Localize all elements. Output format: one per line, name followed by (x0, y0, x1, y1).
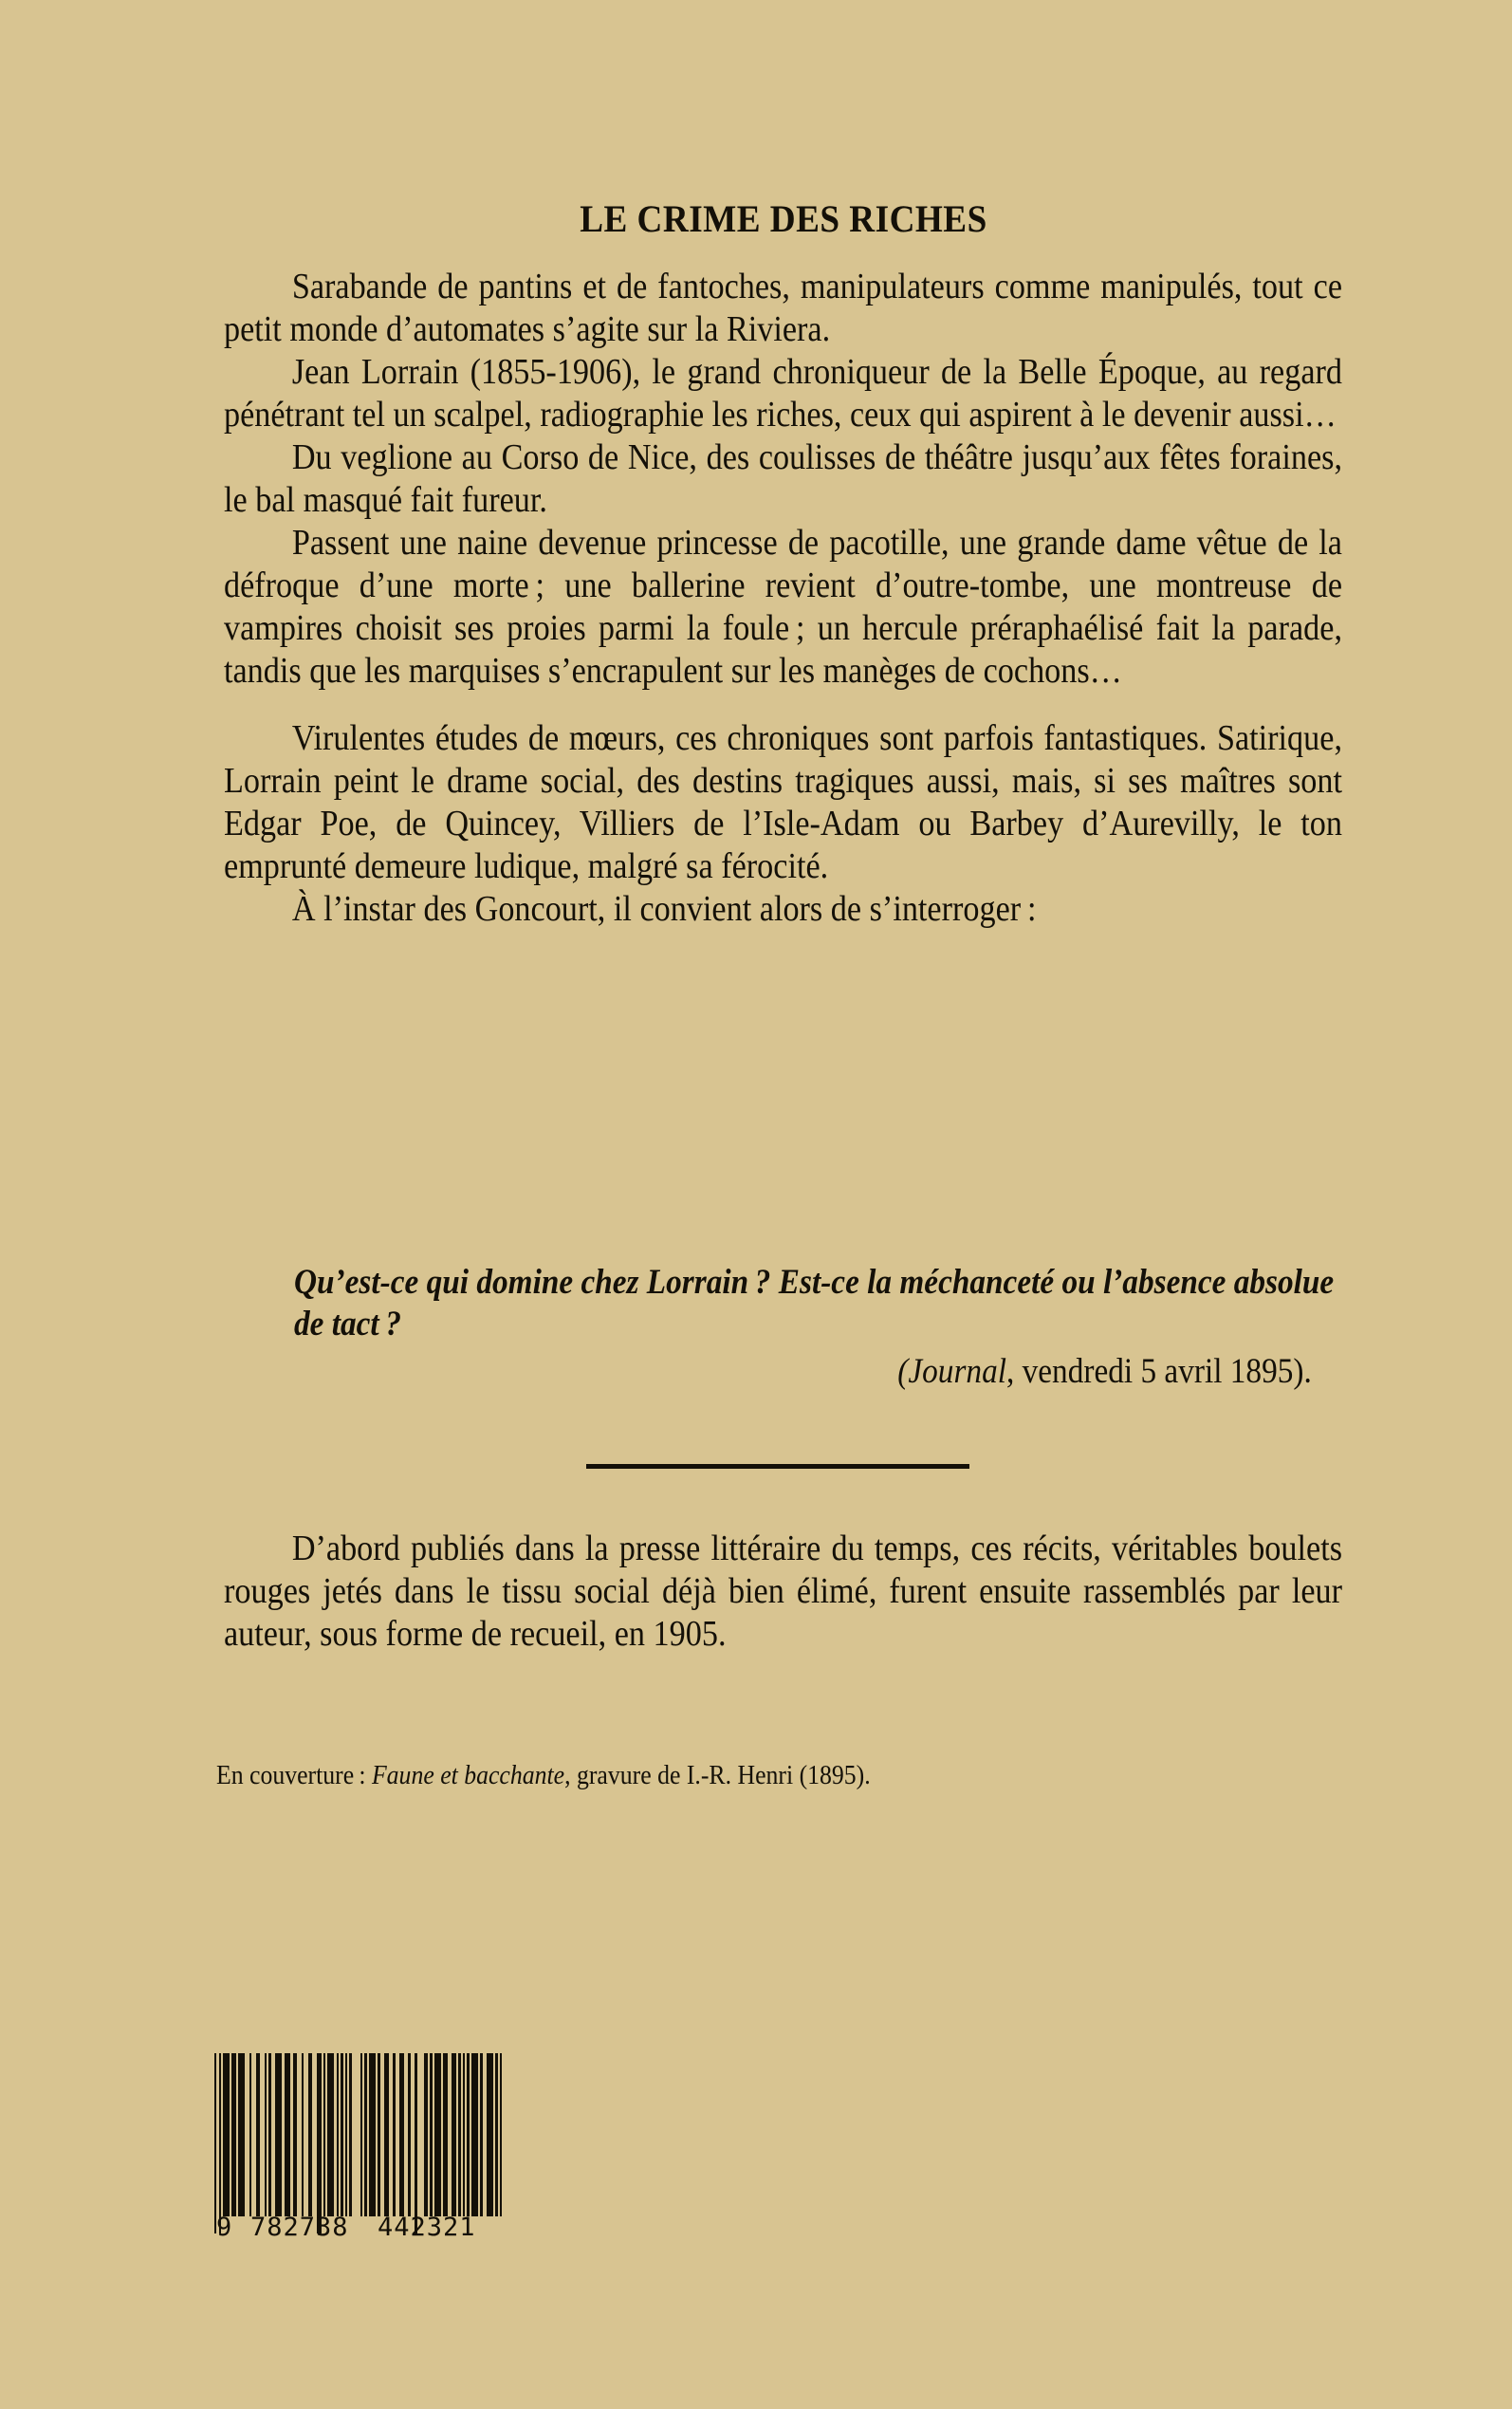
blurb-paragraph-2: Jean Lorrain (1855-1906), le grand chroniqueur de la Belle Époque, au regard pénétrant tel un scalpel, radiographie les riches, ceux qui aspirent à le devenir aussi… (224, 352, 1343, 435)
pull-quote-source-title: (Journal (897, 1352, 1006, 1391)
cover-credit-prefix: En couverture : (216, 1761, 372, 1790)
page-title: LE CRIME DES RICHES (580, 197, 987, 240)
barcode (214, 2053, 518, 2242)
blurb-paragraph-3: Du veglione au Corso de Nice, des coulisses de théâtre jusqu’aux fêtes foraines, le bal masqué fait fureur. (224, 437, 1343, 520)
closing-paragraph: D’abord publiés dans la presse littéraire du temps, ces récits, véritables boulets rouges jetés dans le tissu social déjà bien élimé, furent ensuite rassemblés par leur auteur, sous forme de recueil, en 1905. (224, 1529, 1343, 1654)
pull-quote-block (294, 1262, 1335, 1393)
section-divider (586, 1464, 969, 1469)
cover-credit-suffix: , gravure de I.-R. Henri (1895). (564, 1761, 871, 1790)
barcode-right-group: 442321 (378, 2213, 476, 2242)
blurb-body (224, 266, 1342, 931)
blurb-paragraph-4: Passent une naine devenue princesse de pacotille, une grande dame vêtue de la défroque d’une morte ; une ballerine revient d’outre-tombe, une montreuse de vampires choisit ses proies parmi la foule ; un hercule préraphaélisé fait la parade, tandis que les marquises s’encrapulent sur les manèges de cochons… (224, 523, 1343, 691)
cover-credit-work: Faune et bacchante (371, 1761, 565, 1790)
closing-note (224, 1528, 1343, 1656)
pull-quote-source-date: , vendredi 5 avril 1895). (1005, 1352, 1312, 1391)
text-column (224, 199, 1343, 931)
pull-quote-source (294, 1351, 1344, 1393)
cover-credit (216, 1760, 871, 1792)
barcode-lead-digit: 9 (216, 2213, 233, 2242)
barcode-left-group: 782738 (250, 2213, 349, 2242)
blurb-paragraph-5: Virulentes études de mœurs, ces chroniques sont parfois fantastiques. Satirique, Lorrain peint le drame social, des destins tragiques aussi, mais, si ses maîtres sont Edgar Poe, de Quincey, Villiers de l’Isle-Adam ou Barbey d’Aurevilly, le ton emprunté demeure ludique, malgré sa férocité. (224, 718, 1343, 886)
blurb-paragraph-6: À l’instar des Goncourt, il convient alors de s’interroger : (291, 889, 1037, 929)
barcode-bars (214, 2053, 518, 2233)
blurb-paragraph-1: Sarabande de pantins et de fantoches, manipulateurs comme manipulés, tout ce petit monde d’automates s’agite sur la Riviera. (224, 267, 1343, 349)
pull-quote-text: Qu’est-ce qui domine chez Lorrain ? Est-ce la méchanceté ou l’absence absolue de tact ? (294, 1263, 1335, 1343)
